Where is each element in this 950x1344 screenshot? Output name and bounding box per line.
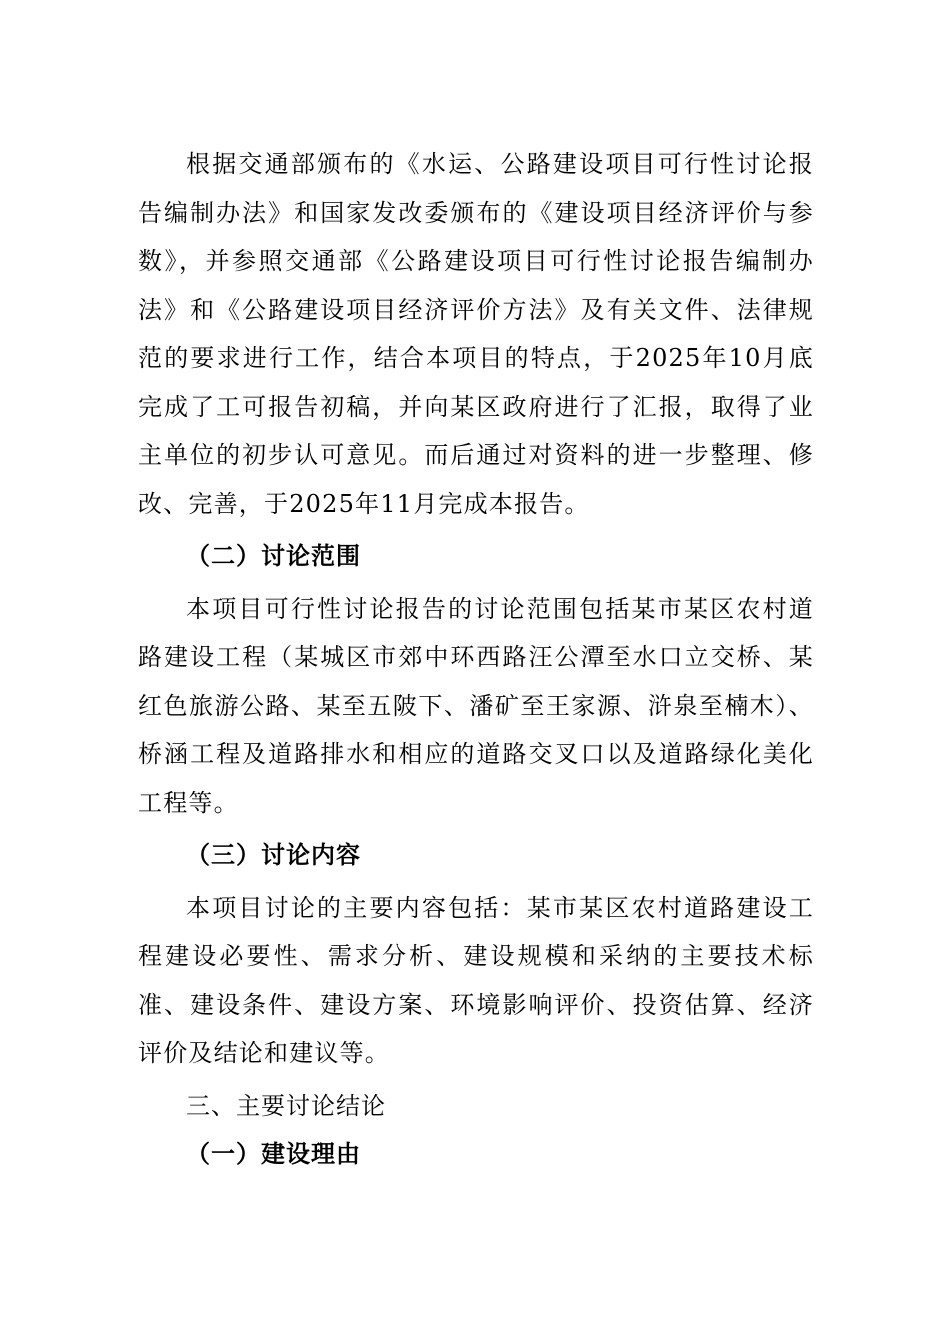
section-heading-scope: （二）讨论范围: [186, 541, 361, 570]
chapter-heading-conclusion: 三、主要讨论结论: [186, 1091, 386, 1120]
body-paragraph-content: 本项目讨论的主要内容包括：某市某区农村道路建设工程建设必要性、需求分析、建设规模和采纳的主要技术标准、建设条件、建设方案、环境影响评价、投资估算、经济评价及结论和建议等。: [138, 893, 814, 1067]
section-heading-content: （三）讨论内容: [186, 840, 361, 869]
body-paragraph-background: 根据交通部颁布的《水运、公路建设项目可行性讨论报告编制办法》和国家发改委颁布的《建设项目经济评价与参数》，并参照交通部《公路建设项目可行性讨论报告编制办法》和《公路建设项目经济评价方法》及有关文件、法律规范的要求进行工作，结合本项目的特点，于2025年10月底完成了工可报告初稿，并向某区政府进行了汇报，取得了业主单位的初步认可意见。而后通过对资料的进一步整理、修改、完善，于2025年11月完成本报告。: [138, 150, 814, 518]
body-paragraph-scope: 本项目可行性讨论报告的讨论范围包括某市某区农村道路建设工程（某城区市郊中环西路汪公潭至水口立交桥、某红色旅游公路、某至五陂下、潘矿至王家源、浒泉至楠木）、桥涵工程及道路排水和相应的道路交叉口以及道路绿化美化工程等。: [138, 594, 814, 817]
document-page: [138, 140, 814, 1179]
section-heading-reason: （一）建设理由: [186, 1139, 361, 1168]
